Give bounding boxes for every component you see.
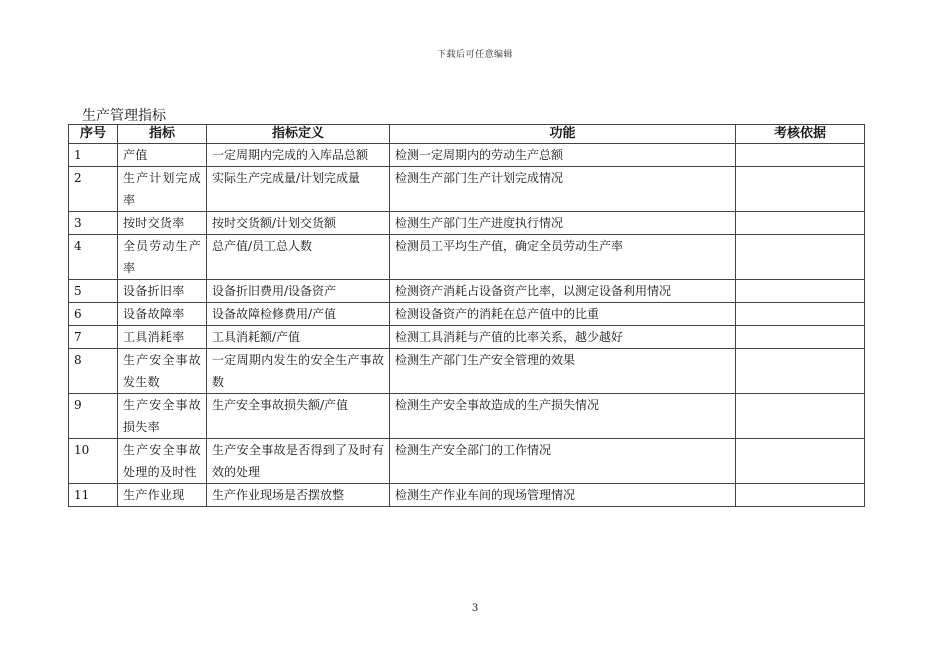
index-name: 生产安全事故处理的及时性 xyxy=(118,439,207,484)
index-function: 检测生产安全事故造成的生产损失情况 xyxy=(390,394,736,439)
row-number: 6 xyxy=(69,303,118,326)
index-function: 检测工具消耗与产值的比率关系，越少越好 xyxy=(390,326,736,349)
index-name: 设备折旧率 xyxy=(118,280,207,303)
index-name: 生产安全事故发生数 xyxy=(118,349,207,394)
row-number: 9 xyxy=(69,394,118,439)
row-number: 8 xyxy=(69,349,118,394)
assessment-basis xyxy=(736,303,865,326)
document-title: 生产管理指标 xyxy=(82,108,166,124)
page-number: 3 xyxy=(471,603,479,614)
table-row xyxy=(69,439,865,484)
index-name: 生产安全事故损失率 xyxy=(118,394,207,439)
index-definition: 生产作业现场是否摆放整 xyxy=(207,484,390,507)
index-definition: 工具消耗额/产值 xyxy=(207,326,390,349)
index-name: 生产作业现 xyxy=(118,484,207,507)
table-row xyxy=(69,394,865,439)
index-definition: 总产值/员工总人数 xyxy=(207,235,390,280)
index-name: 工具消耗率 xyxy=(118,326,207,349)
index-function: 检测资产消耗占设备资产比率，以测定设备利用情况 xyxy=(390,280,736,303)
index-name: 全员劳动生产率 xyxy=(118,235,207,280)
table-row xyxy=(69,326,865,349)
row-number: 2 xyxy=(69,167,118,212)
row-number: 1 xyxy=(69,144,118,167)
index-function: 检测一定周期内的劳动生产总额 xyxy=(390,144,736,167)
index-function: 检测生产作业车间的现场管理情况 xyxy=(390,484,736,507)
header-basis: 考核依据 xyxy=(736,125,865,144)
index-name: 按时交货率 xyxy=(118,212,207,235)
index-function: 检测员工平均生产值，确定全员劳动生产率 xyxy=(390,235,736,280)
index-definition: 一定周期内发生的安全生产事故数 xyxy=(207,349,390,394)
assessment-basis xyxy=(736,439,865,484)
index-name: 设备故障率 xyxy=(118,303,207,326)
index-definition: 实际生产完成量/计划完成量 xyxy=(207,167,390,212)
assessment-basis xyxy=(736,144,865,167)
index-definition: 按时交货额/计划交货额 xyxy=(207,212,390,235)
row-number: 7 xyxy=(69,326,118,349)
header-definition: 指标定义 xyxy=(207,125,390,144)
table-header-row xyxy=(69,125,865,144)
header-index: 指标 xyxy=(118,125,207,144)
assessment-basis xyxy=(736,394,865,439)
page-header-note: 下载后可任意编辑 xyxy=(436,50,513,60)
index-function: 检测生产安全部门的工作情况 xyxy=(390,439,736,484)
assessment-basis xyxy=(736,167,865,212)
assessment-basis xyxy=(736,212,865,235)
index-function: 检测生产部门生产进度执行情况 xyxy=(390,212,736,235)
assessment-basis xyxy=(736,280,865,303)
index-function: 检测生产部门生产安全管理的效果 xyxy=(390,349,736,394)
index-function: 检测生产部门生产计划完成情况 xyxy=(390,167,736,212)
index-name: 生产计划完成率 xyxy=(118,167,207,212)
index-definition: 生产安全事故是否得到了及时有效的处理 xyxy=(207,439,390,484)
row-number: 11 xyxy=(69,484,118,507)
index-definition: 生产安全事故损失额/产值 xyxy=(207,394,390,439)
index-function: 检测设备资产的消耗在总产值中的比重 xyxy=(390,303,736,326)
row-number: 4 xyxy=(69,235,118,280)
row-number: 5 xyxy=(69,280,118,303)
assessment-basis xyxy=(736,484,865,507)
assessment-basis xyxy=(736,349,865,394)
table-row xyxy=(69,235,865,280)
index-name: 产值 xyxy=(118,144,207,167)
table-row xyxy=(69,349,865,394)
header-no: 序号 xyxy=(69,125,118,144)
table-row xyxy=(69,144,865,167)
table-row xyxy=(69,167,865,212)
production-index-table xyxy=(68,124,865,507)
index-definition: 一定周期内完成的入库品总额 xyxy=(207,144,390,167)
header-function: 功能 xyxy=(390,125,736,144)
table-row xyxy=(69,484,865,507)
assessment-basis xyxy=(736,235,865,280)
row-number: 10 xyxy=(69,439,118,484)
table-row xyxy=(69,212,865,235)
table-row xyxy=(69,303,865,326)
row-number: 3 xyxy=(69,212,118,235)
index-definition: 设备故障检修费用/产值 xyxy=(207,303,390,326)
table-row xyxy=(69,280,865,303)
assessment-basis xyxy=(736,326,865,349)
index-definition: 设备折旧费用/设备资产 xyxy=(207,280,390,303)
